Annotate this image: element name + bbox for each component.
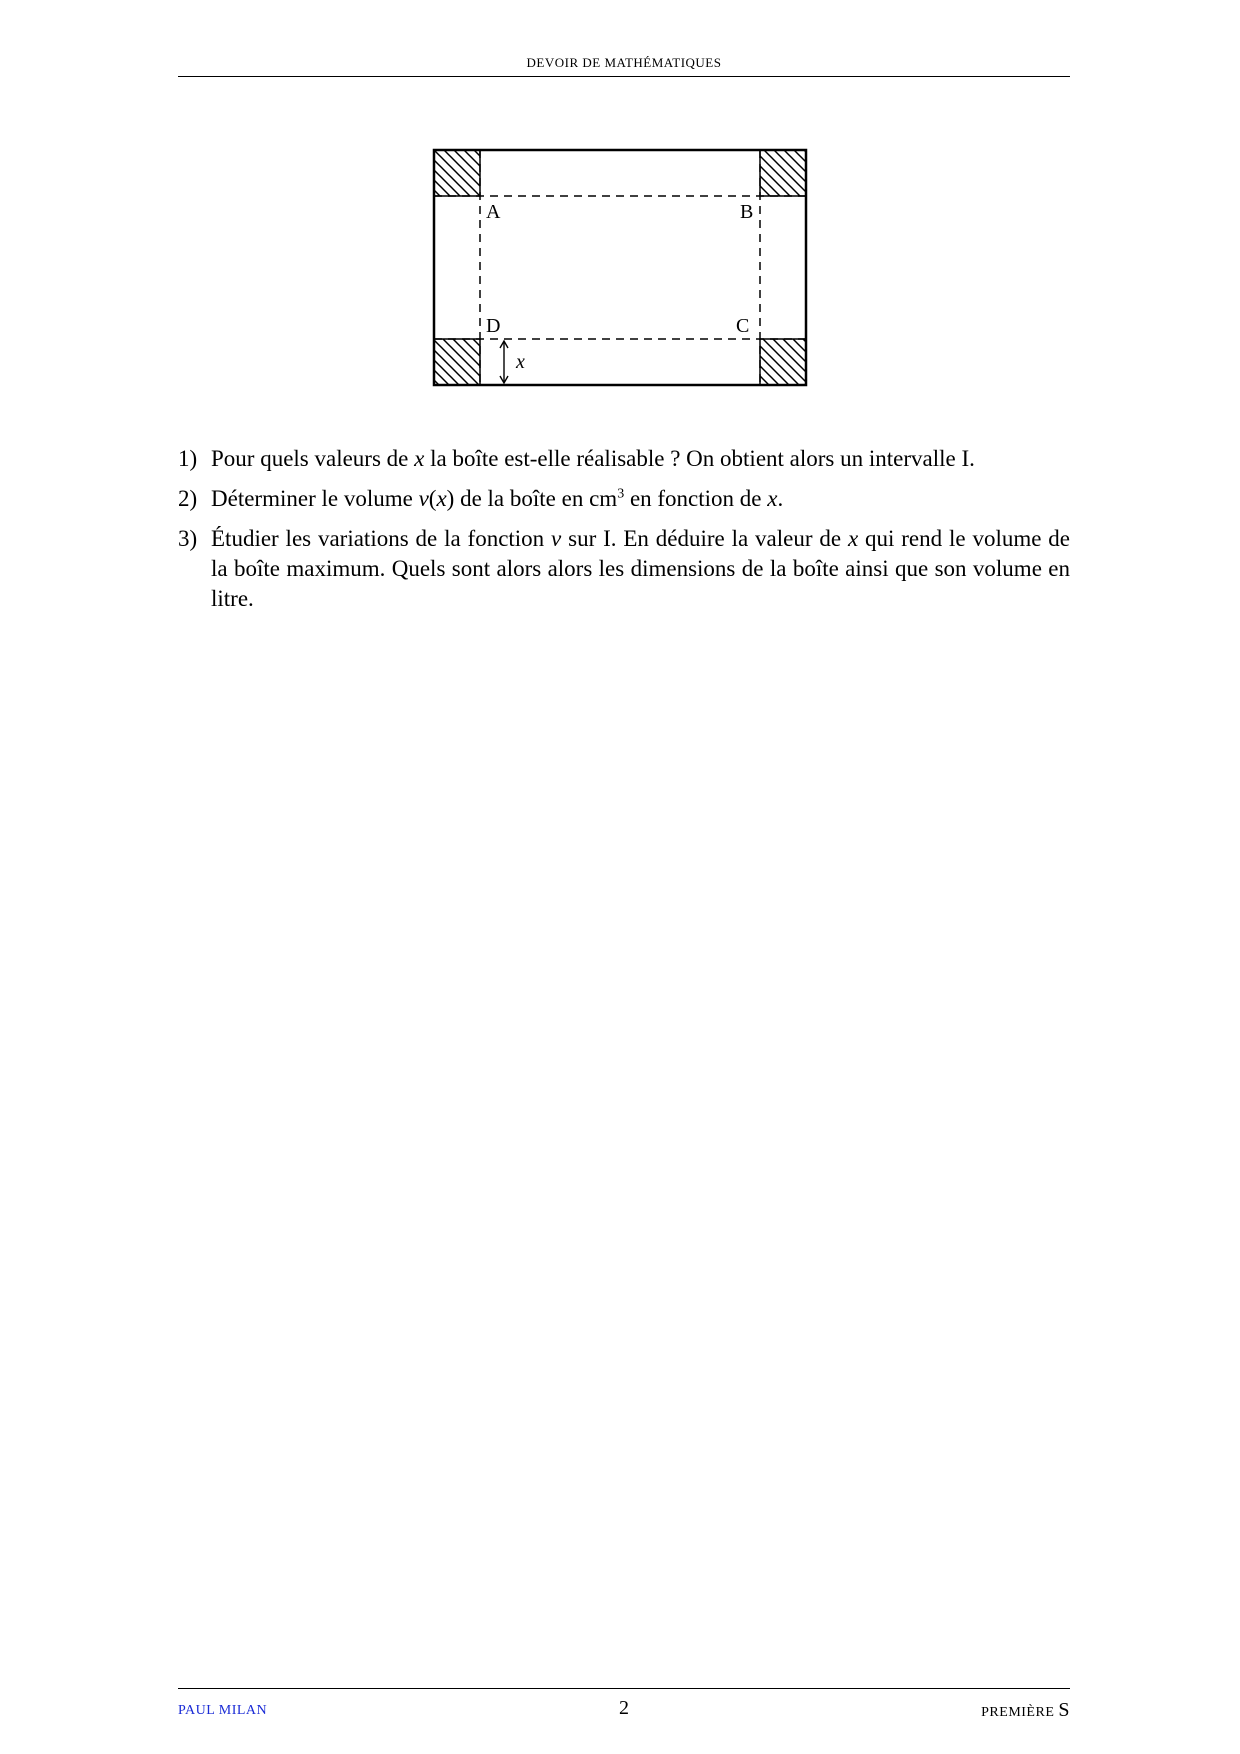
class-level-prefix: PREMIÈRE <box>981 1705 1055 1720</box>
question-text: . <box>777 486 784 511</box>
box-net-figure <box>430 146 820 394</box>
question-number: 3) <box>178 526 198 551</box>
hatched-corner-top-left <box>434 150 480 196</box>
math-paren: ( <box>428 486 437 511</box>
question-2 <box>178 484 1070 514</box>
class-level <box>981 1699 1070 1722</box>
label-c: C <box>736 315 750 337</box>
page-number: 2 <box>619 1697 629 1719</box>
question-text: Étudier les variations de la fonction <box>211 526 552 551</box>
math-variable: x <box>847 526 859 551</box>
label-a: A <box>486 201 501 223</box>
author-link[interactable]: PAUL MILAN <box>178 1703 268 1718</box>
question-1 <box>178 444 1070 474</box>
box-net-diagram <box>430 146 820 394</box>
question-text: qui rend le volume de la boîte maximum. Quels sont alors alors les dimensions de la boîte ainsi que son volume en litre. <box>211 526 1070 611</box>
hatched-corner-bottom-right <box>760 339 806 385</box>
question-number: 2) <box>178 486 198 511</box>
header-title: DEVOIR DE MATHÉMATIQUES <box>526 55 722 70</box>
class-level-suffix: S <box>1058 1699 1070 1721</box>
question-text: Déterminer le volume <box>211 486 419 511</box>
dimension-arrow-x <box>500 341 508 383</box>
hatched-corner-bottom-left <box>434 339 480 385</box>
math-variable: x <box>414 446 425 471</box>
hatched-corner-top-right <box>760 150 806 196</box>
question-text: en fonction de <box>624 486 768 511</box>
page-header <box>178 50 1070 77</box>
label-d: D <box>486 315 501 337</box>
page-footer <box>178 1688 1070 1729</box>
math-variable: v <box>418 486 429 511</box>
exponent: 3 <box>617 486 625 502</box>
question-list <box>178 444 1070 624</box>
math-variable: x <box>436 486 447 511</box>
outer-sheet-border <box>434 150 806 385</box>
question-text: ) de la boîte en cm <box>446 486 618 511</box>
question-text: sur I. En déduire la valeur de <box>561 526 848 551</box>
fold-lines <box>434 150 806 385</box>
math-variable: v <box>551 526 562 551</box>
math-variable: x <box>767 486 778 511</box>
question-text: la boîte est-elle réalisable ? On obtient alors un intervalle I. <box>424 446 975 471</box>
label-b: B <box>740 201 754 223</box>
question-number: 1) <box>178 446 198 471</box>
question-text: Pour quels valeurs de <box>211 446 415 471</box>
label-x: x <box>516 351 525 373</box>
question-3 <box>178 524 1070 614</box>
